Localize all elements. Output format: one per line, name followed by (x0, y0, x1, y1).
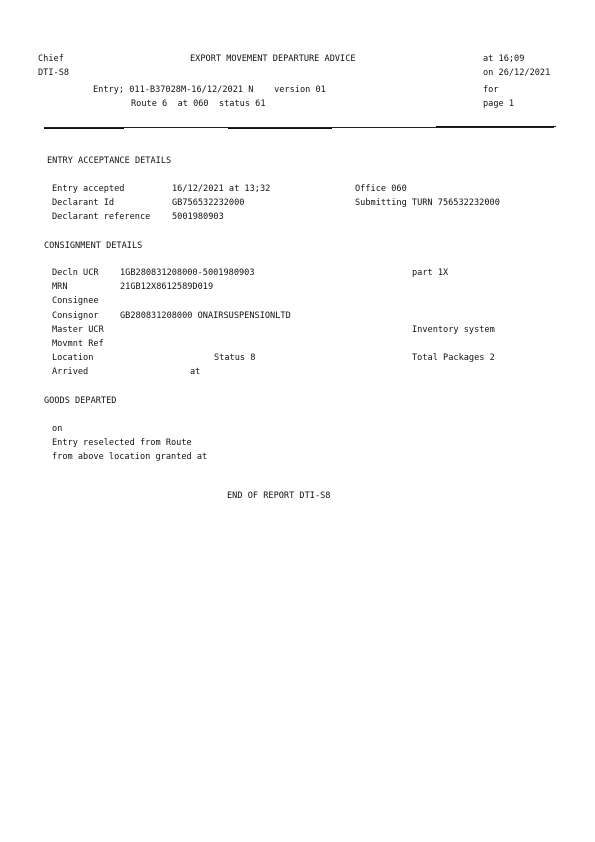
header-divider-accent-left (44, 128, 124, 129)
inventory-system-label: Inventory system (412, 325, 495, 335)
header-divider-accent-center (228, 128, 332, 129)
declarant-reference-value: 5001980903 (172, 212, 224, 222)
arrived-label: Arrived (52, 367, 89, 377)
report-title: EXPORT MOVEMENT DEPARTURE ADVICE (190, 54, 356, 64)
total-packages: Total Packages 2 (412, 353, 495, 363)
location-granted-line: from above location granted at (52, 452, 208, 462)
status-value: Status 8 (214, 353, 256, 363)
departed-on-label: on (52, 424, 63, 434)
report-date: on 26/12/2021 (483, 68, 551, 78)
consignor-label: Consignor (52, 311, 99, 321)
route-line: Route 6 at 060 status 61 (131, 99, 266, 109)
page-number: page 1 (483, 99, 515, 109)
mrn-label: MRN (52, 282, 68, 292)
for-label: for (483, 85, 499, 95)
entry-acceptance-heading: ENTRY ACCEPTANCE DETAILS (47, 156, 172, 166)
declarant-id-label: Declarant Id (52, 198, 115, 208)
submitting-turn: Submitting TURN 756532232000 (355, 198, 500, 208)
entry-reselected-line: Entry reselected from Route (52, 438, 192, 448)
report-time: at 16;09 (483, 54, 525, 64)
header-divider-accent-right (436, 126, 556, 127)
declarant-reference-label: Declarant reference (52, 212, 151, 222)
entry-line: Entry; 011-B37028M-16/12/2021 N version 01 (93, 85, 326, 95)
end-of-report: END OF REPORT DTI-S8 (227, 491, 331, 501)
decln-ucr-label: Decln UCR (52, 268, 99, 278)
declarant-id-value: GB756532232000 (172, 198, 245, 208)
arrived-at-label: at (190, 367, 201, 377)
entry-accepted-value: 16/12/2021 at 13;32 (172, 184, 271, 194)
report-code: DTI-S8 (38, 68, 70, 78)
part-value: part 1X (412, 268, 449, 278)
consignment-heading: CONSIGNMENT DETAILS (44, 241, 143, 251)
mrn-value: 21GB12X8612589D019 (120, 282, 214, 292)
decln-ucr-value: 1GB280831208000-5001980903 (120, 268, 255, 278)
movmnt-ref-label: Movmnt Ref (52, 339, 104, 349)
goods-departed-heading: GOODS DEPARTED (44, 396, 117, 406)
consignor-value: GB280831208000 ONAIRSUSPENSIONLTD (120, 311, 291, 321)
system-name: Chief (38, 54, 64, 64)
location-label: Location (52, 353, 94, 363)
entry-accepted-label: Entry accepted (52, 184, 125, 194)
master-ucr-label: Master UCR (52, 325, 104, 335)
office-value: Office 060 (355, 184, 407, 194)
consignee-label: Consignee (52, 296, 99, 306)
